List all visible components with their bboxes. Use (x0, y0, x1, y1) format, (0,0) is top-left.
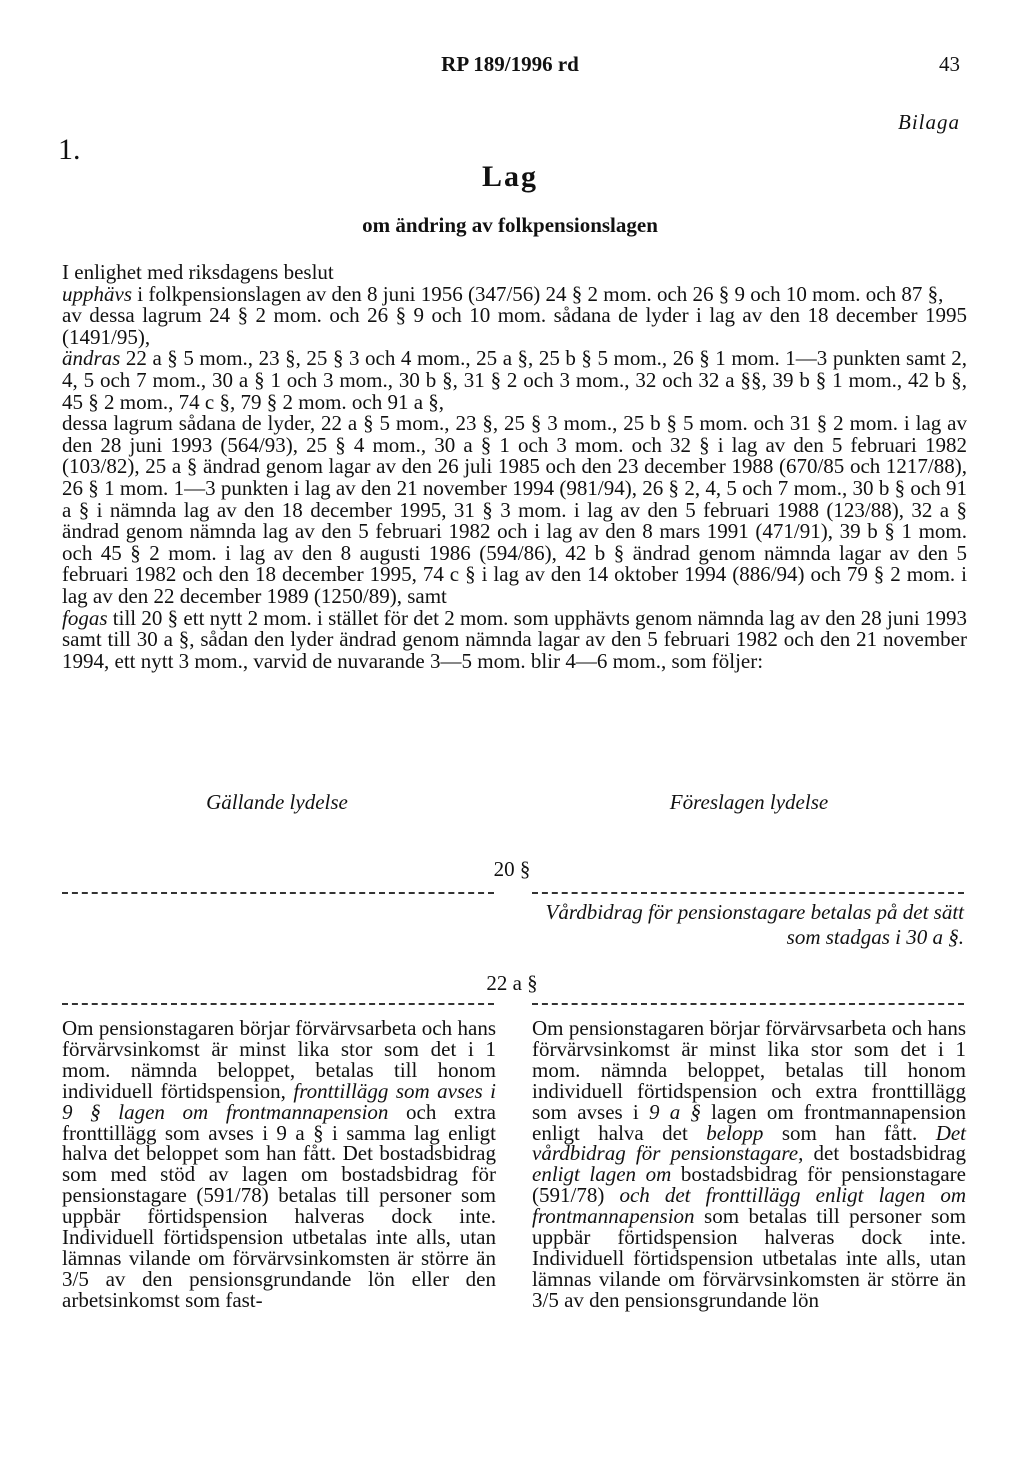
emphasis: ändras (62, 346, 121, 371)
text-run: som betalas till personer som uppbär förtidspension halveras dock inte. Individuell förtidspension utbetalas inte alls, utan lämnas vilande om förvärvsinkomsten är större än 3/5 av den pensionsgrundande lön (532, 1204, 966, 1312)
page-number: 43 (939, 52, 960, 76)
intro-text-run: 22 a § 5 mom., 23 §, 25 § 3 och 4 mom., 25 a §, 25 b § 5 mom., 26 § 1 mom. 1—3 punkten samt 2, 4, 5 och 7 mom., 30 a § 1 och 3 mom., 30 b §, 31 § 2 och 3 mom., 32 och 32 a §§, 39 b § 1 mom., 42 b §, 45 § 2 mom., 74 c §, 79 § 2 mom. och 91 a §, (62, 346, 967, 414)
vardbidrag-note: Vårdbidrag för pensionstagare betalas på det sätt som stadgas i 30 a §. (545, 900, 964, 949)
bilaga-label: Bilaga (898, 110, 960, 134)
text-run: Om pensionstagaren börjar förvärvsarbeta och hans förvärvsinkomst är minst lika stor som det i 1 mom. nämnda beloppet, betalas till honom individuell förtidspension, (62, 1016, 496, 1103)
emphasis: fogas (62, 605, 108, 630)
emphasis: belopp (706, 1120, 764, 1145)
intro-paragraph (62, 605, 967, 673)
text-run: Om pensionstagaren börjar förvärvsarbeta och hans förvärvsinkomst är minst lika stor som det i 1 mom. nämnda beloppet, betalas till honom individuell förtidspension och extra fronttillägg som avses i (532, 1016, 966, 1124)
emphasis: enligt lagen om (532, 1162, 672, 1187)
section-22a-title: 22 a § (486, 971, 538, 995)
intro-text-run: i folkpensionslagen av den 8 juni 1956 (347/56) 24 § 2 mom. och 26 § 9 och 10 mom. och 87 §, (132, 281, 944, 306)
omission-divider (532, 892, 964, 894)
text-run: som han fått. (763, 1120, 936, 1145)
intro-paragraph: dessa lagrum sådana de lyder, 22 a § 5 mom., 23 §, 25 § 3 mom., 25 b § 5 mom. och 31 § 2 mom. i lag av den 28 juni 1993 (564/93), 25 § 4 mom., 30 a § 1 och 3 mom. och 32 § i lag av den 5 februari 1982 (103/82), 25 a § ändrad genom lagar av den 26 juli 1985 och den 23 december 1988 (670/85 och 1217/88), 26 § 1 mom. 1—3 punkten i lag av den 21 november 1994 (981/94), 26 § 2, 4, 5 och 7 mom., 30 b § och 91 a § i nämnda lag av den 18 december 1995, 31 § 3 mom. i lag av den 5 februari 1988 (123/88), 32 a § ändrad genom nämnda lag av den 5 februari 1982 och i lag av den 8 mars 1991 (471/91), 39 b § 1 mom. och 45 § 2 mom. i lag av den 8 augusti 1986 (594/86), 42 b § ändrad genom nämnda lagar av den 5 februari 1982 och den 18 december 1995, 74 c § i lag av den 14 oktober 1994 (886/94) och 79 § 2 mom. i lag av den 22 december 1989 (1250/89), samt (62, 411, 967, 608)
current-wording-text (62, 1018, 496, 1311)
law-subtitle: om ändring av folkpensionslagen (362, 213, 658, 237)
text-run: det bostadsbidrag (803, 1141, 966, 1166)
intro-paragraph (62, 281, 967, 306)
emphasis: fronttillägg som avses i 9 § lagen om frontmannapension (62, 1078, 496, 1124)
intro-paragraph: I enlighet med riksdagens beslut (62, 260, 334, 284)
text-run: bostadsbidrag för pensionstagare (591/78) (532, 1162, 966, 1208)
intro-text (62, 262, 967, 672)
left-column-heading: Gällande lydelse (206, 790, 348, 814)
omission-divider (62, 892, 494, 894)
emphasis: och det fronttillägg enligt lagen om frontmannapension (532, 1183, 966, 1229)
section-20-title: 20 § (493, 857, 531, 881)
omission-divider (62, 1003, 494, 1005)
intro-paragraph: av dessa lagrum 24 § 2 mom. och 26 § 9 och 10 mom. sådana de lyder i lag av den 18 december 1995 (1491/95), (62, 303, 967, 349)
omission-divider (532, 1003, 964, 1005)
proposed-wording-text (532, 1018, 966, 1311)
intro-paragraph (62, 348, 967, 413)
law-number: 1. (58, 133, 81, 166)
text-run: och extra fronttillägg som avses i 9 a § i samma lag enligt halva det beloppet som han fått. Det bostadsbidrag som med stöd av lagen om bostadsbidrag för pensionstagare (591/78) betalas till personer som uppbär förtidspension halveras dock inte. Individuell förtidspension utbetalas inte alls, utan lämnas vilande om förvärvsinkomsten är större än 3/5 av den pensionsgrundande lön eller den arbetsinkomst som fast- (62, 1099, 496, 1312)
emphasis: upphävs (62, 281, 132, 306)
page-header-title: RP 189/1996 rd (441, 52, 579, 76)
text-run: lagen om frontmannapension enligt halva det (532, 1099, 967, 1145)
emphasis: Det vårdbidrag för pensionstagare, (532, 1120, 967, 1166)
intro-text-run: till 20 § ett nytt 2 mom. i stället för det 2 mom. som upphävts genom nämnda lag av den 28 juni 1993 samt till 30 a §, sådan den lyder ändrad genom nämnda lagar av den 5 februari 1982 och den 21 november 1994, ett nytt 3 mom., varvid de nuvarande 3—5 mom. blir 4—6 mom., som följer: (62, 605, 967, 673)
right-column-heading: Föreslagen lydelse (669, 790, 829, 814)
emphasis: 9 a § (648, 1099, 701, 1124)
law-title: Lag (481, 160, 538, 193)
